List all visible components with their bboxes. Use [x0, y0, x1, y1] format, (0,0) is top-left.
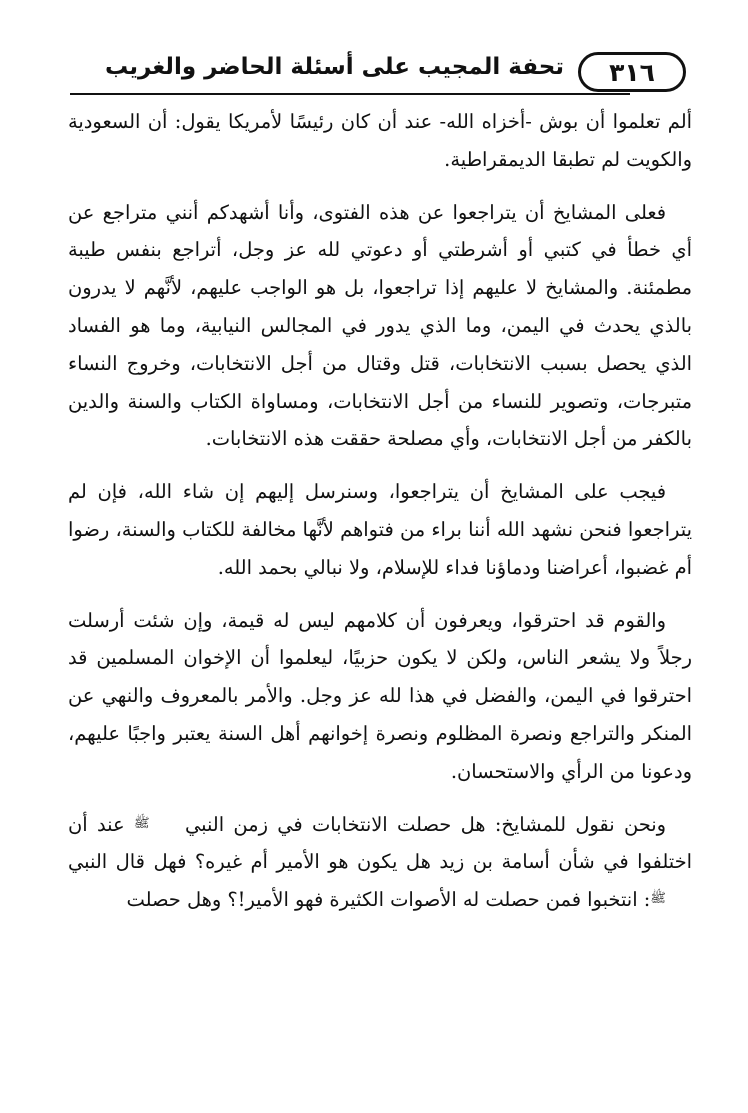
- body-text: [68, 103, 692, 919]
- salawat-symbol: ﷺ: [650, 891, 666, 907]
- paragraph-text: ونحن نقول للمشايخ: هل حصلت الانتخابات في زمن النبي: [184, 812, 667, 836]
- running-header: [70, 50, 686, 94]
- paragraph-text: : انتخبوا فمن حصلت له الأصوات الكثيرة فهو الأمير!؟ وهل حصلت: [126, 888, 651, 912]
- header-divider: [70, 93, 630, 95]
- book-title: تحفة المجيب على أسئلة الحاضر والغريب: [105, 54, 564, 80]
- paragraph: والقوم قد احترقوا، ويعرفون أن كلامهم ليس له قيمة، وإن شئت أرسلت رجلاً ولا يشعر الناس، ولكن لا يكون حزبيًا، ليعلموا أن الإخوان المسلمين قد احترقوا في اليمن، والفضل في هذا لله عز وجل. والأمر بالمعروف والنهي عن المنكر والتراجع ونصرة المظلوم ونصرة إخوانهم أهل السنة يعتبر واجبًا عليهم، ودعونا من الرأي والاستحسان.: [68, 608, 692, 783]
- page-number: ٣١٦: [578, 52, 686, 92]
- paragraph: ألم تعلموا أن بوش -أخزاه الله- عند أن كان رئيسًا لأمريكا يقول: أن السعودية والكويت لم تطبقا الديمقراطية.: [68, 110, 692, 171]
- paragraph: فعلى المشايخ أن يتراجعوا عن هذه الفتوى، وأنا أشهدكم أنني متراجع عن أي خطأ في كتبي أو أشرطتي أو دعوتي لله عز وجل، أتراجع بنفس طيبة مطمئنة. والمشايخ لا عليهم إذا تراجعوا، بل هو الواجب عليهم، لأنَّهم لا يدرون بالذي يحدث في اليمن، وما الذي يدور في المجالس النيابية، وما هو الفساد الذي يحصل بسبب الانتخابات، قتل وقتال من أجل الانتخابات، وخروج النساء متبرجات، وتصوير للنساء من أجل الانتخابات، ومساواة الكتاب والسنة والدين بالكفر من أجل الانتخابات، وأي مصلحة حققت هذه الانتخابات.: [68, 200, 692, 451]
- paragraph-text: عند أن اختلفوا في شأن أسامة بن زيد هل يكون هو الأمير أم غيره؟ فهل قال النبي: [68, 812, 692, 874]
- paragraph: [68, 806, 692, 919]
- salawat-symbol: ﷺ: [133, 815, 150, 831]
- paragraph: فيجب على المشايخ أن يتراجعوا، وسنرسل إليهم إن شاء الله، فإن لم يتراجعوا فنحن نشهد الله أننا براء من فتواهم لأنَّها مخالفة للكتاب والسنة، رضوا أم غضبوا، أعراضنا ودماؤنا فداء للإسلام، ولا نبالي بحمد الله.: [68, 480, 692, 579]
